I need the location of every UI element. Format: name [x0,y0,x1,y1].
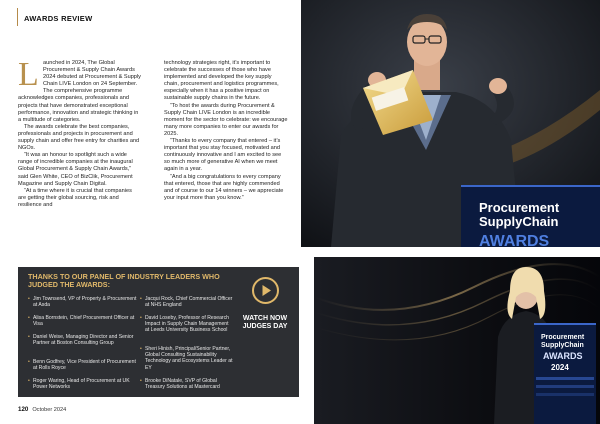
judge-entry: • Roger Waring, Head of Procurement at UK Power Networks [28,378,130,391]
judges-panel [18,267,299,397]
judge-entry: • Daniel Weise, Managing Director and Senior Partner at Boston Consulting Group [28,334,134,347]
svg-text:SupplyChain: SupplyChain [541,342,584,349]
article-paragraph: “To host the awards during Procurement & Supply Chain LIVE London is an incredible moment for the sector to celebrate: we encourage many more companies to enter our awards for 2025. [164,102,288,137]
svg-text:AWARDS: AWARDS [543,351,583,361]
svg-text:SupplyChain: SupplyChain [479,214,559,229]
page-footer [18,406,66,413]
judge-entry: • Jim Townsend, VP of Property & Procurement at Asda [28,296,137,309]
photo-podium-speaker [314,257,600,424]
dropcap: L [18,56,39,93]
section-label: AWARDS REVIEW [24,14,93,23]
judges-day-label: JUDGES DAY [242,323,288,331]
svg-text:Procurement: Procurement [479,200,560,215]
page-number: 120 [18,406,29,413]
judge-entry: • David Loseby, Professor of Research Impact in Supply Chain Management at Leeds University Business School [140,315,229,334]
judge-entry: • Benn Godfrey, Vice President of Procurement at Rolls Royce [28,359,136,372]
judges-list-left [28,296,138,394]
judge-entry: • Sheri Hinish, Principal/Senior Partner, Global Consulting Sustainability Technology and Ecosystems Leader at EY [140,346,233,371]
article-paragraph: “Thanks to every company that entered – it’s important that you stay focused, motivated and continuously innovative and I am excited to see so much more of generative AI when we meet again in a year. [164,138,282,173]
watch-now-label: WATCH NOW [242,315,288,322]
article-paragraph: Launched in 2024, The Global Procurement & Supply Chain Awards 2024 debuted at Procurement & Supply Chain LIVE London on 24 September. The comprehensive programme acknowledges companies, professionals and projects that have demonstrated exceptional performance, innovation and strategic thinking in a multitude of categories. [18,56,141,123]
svg-text:AWARDS: AWARDS [479,233,550,247]
article-column-1 [18,56,141,209]
watch-now-link[interactable] [234,315,296,331]
section-divider [17,8,18,26]
play-video-button[interactable] [252,277,279,304]
judge-entry: • Brooke DiNatale, SVP of Global Treasury Solutions at Mastercard [140,378,220,391]
judges-list-right [140,296,234,394]
article-paragraph: “At a time where it is crucial that companies are getting their global sourcing, risk and resilience and [18,187,132,208]
article-paragraph: “And a big congratulations to every company that entered, those that are highly commended and of course to our 14 winners – we appreciate your input more than you know.” [164,173,284,201]
issue-date: October 2024 [32,407,67,413]
svg-text:Procurement: Procurement [541,334,585,341]
svg-text:2024: 2024 [551,363,569,372]
photo-presenter-envelope [301,0,600,247]
podium-illustration [314,257,600,424]
presenter-illustration [301,0,600,247]
article-column-2 [164,60,288,202]
judge-entry: • Alisa Bornstein, Chief Procurement Officer at Visa [28,315,135,328]
panel-title: THANKS TO OUR PANEL OF INDUSTRY LEADERS WHO JUDGED THE AWARDS: [28,272,220,290]
play-icon [254,279,277,302]
article-paragraph: The awards celebrate the best companies, professionals and projects in procurement and supply chain and offer free entry for charities and NGOs. [18,123,140,152]
article-paragraph: technology strategies right, it’s important to celebrate the successes of those who have implemented and developed the key supply chain, procurement and logistics programmes, especially when it has a positive impact on sustainable supply chains in the future. [164,60,279,102]
judge-entry: • Jacqui Rock, Chief Commercial Officer at NHS England [140,296,233,309]
article-paragraph: “It was an honour to spotlight such a wide range of incredible companies at the inaugural Global Procurement & Supply Chain Awards,” said Glen White, CEO of BizClik, Procurement Magazine and Supply Chain Digital. [18,152,133,187]
